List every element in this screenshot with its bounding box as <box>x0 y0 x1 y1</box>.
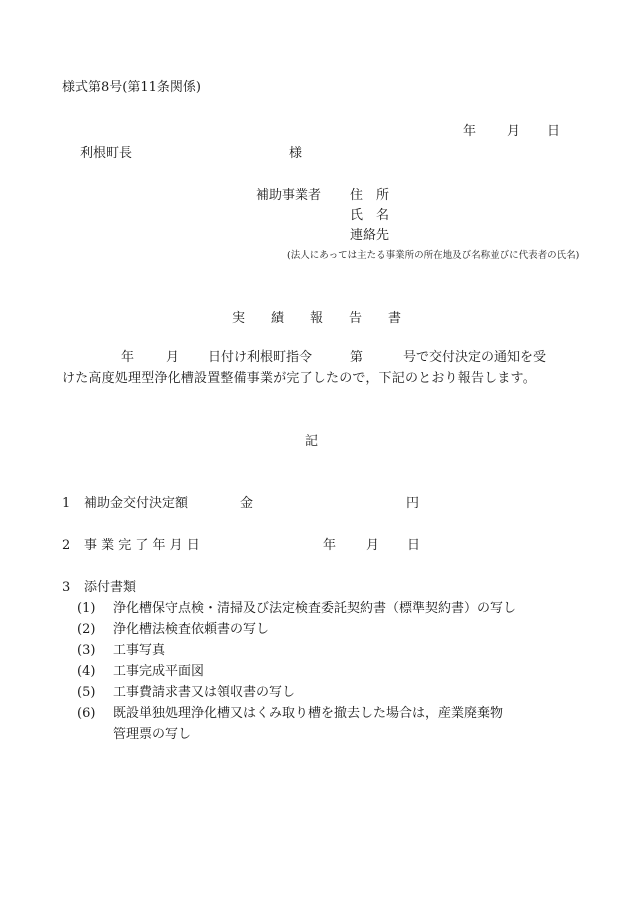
attachment-4-number: (4) <box>77 664 96 679</box>
applicant-contact-label: 連絡先 <box>350 228 390 243</box>
body-dai: 第 <box>350 350 364 365</box>
attachment-6-text: 既設単独処理浄化槽又はくみ取り槽を撤去した場合は，産業廃棄物 <box>113 706 504 721</box>
attachment-3-number: (3) <box>77 643 96 658</box>
attachment-3-text: 工事写真 <box>113 643 166 658</box>
addressee-name: 利根町長 <box>80 146 133 161</box>
item1-currency-unit: 円 <box>406 496 420 511</box>
applicant-corporate-note: (法人にあっては主たる事業所の所在地及び名称並びに代表者の氏名) <box>287 250 580 261</box>
applicant-role: 補助事業者 <box>256 188 322 203</box>
item1-currency-prefix: 金 <box>240 496 254 511</box>
form-number: 様式第8号(第11条関係) <box>62 80 201 95</box>
addressee-honorific: 様 <box>289 146 303 161</box>
attachment-1-number: (1) <box>77 601 96 616</box>
document-title: 実 績 報 告 書 <box>232 311 402 326</box>
date-year: 年 <box>463 124 477 139</box>
item3-number: 3 <box>62 580 71 595</box>
item3-label: 添付書類 <box>84 580 137 595</box>
attachment-5-number: (5) <box>77 685 96 700</box>
attachment-5-text: 工事費請求書又は領収書の写し <box>113 685 296 700</box>
attachment-4-text: 工事完成平面図 <box>113 664 205 679</box>
item2-month: 月 <box>366 538 380 553</box>
item2-day: 日 <box>407 538 421 553</box>
attachment-6-continuation: 管理票の写し <box>113 727 192 742</box>
attachment-6-number: (6) <box>77 706 96 721</box>
applicant-address-label: 住 所 <box>350 188 390 203</box>
ki-heading: 記 <box>305 434 319 449</box>
body-month: 月 <box>166 350 180 365</box>
body-line1-rest: 号で交付決定の通知を受 <box>403 350 547 365</box>
item1-number: 1 <box>62 496 71 511</box>
item2-number: 2 <box>62 538 71 553</box>
date-month: 月 <box>507 124 521 139</box>
applicant-name-label: 氏 名 <box>350 208 390 223</box>
body-line2: けた高度処理型浄化槽設置整備事業が完了したので，下記のとおり報告します。 <box>62 371 536 386</box>
item2-year: 年 <box>323 538 337 553</box>
attachment-2-number: (2) <box>77 622 96 637</box>
body-year: 年 <box>121 350 135 365</box>
attachment-1-text: 浄化槽保守点検・清掃及び法定検査委託契約書（標準契約書）の写し <box>113 601 517 616</box>
item1-label: 補助金交付決定額 <box>84 496 189 511</box>
date-day: 日 <box>547 124 561 139</box>
attachment-2-text: 浄化槽法検査依頼書の写し <box>113 622 270 637</box>
body-day-suffix: 日付け利根町指令 <box>208 350 313 365</box>
item2-label: 事 業 完 了 年 月 日 <box>84 538 200 553</box>
